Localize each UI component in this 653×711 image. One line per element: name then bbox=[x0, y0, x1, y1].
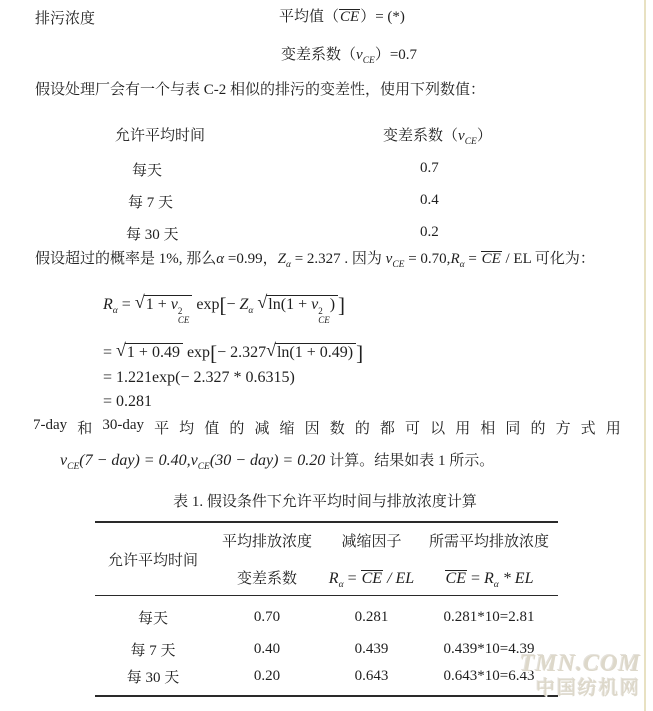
table-header-row bbox=[95, 522, 558, 596]
nu-subscript: CE bbox=[362, 56, 375, 66]
sqrt-symbol: √ bbox=[266, 340, 276, 360]
formula-paren: (− 2.327 * 0.6315) bbox=[175, 369, 295, 386]
justified-token: 因 bbox=[304, 421, 320, 437]
formula-text: 1.221exp bbox=[116, 369, 176, 386]
justified-token: 可 bbox=[405, 421, 421, 437]
table-1 bbox=[95, 521, 558, 697]
justified-token: 7-day bbox=[33, 417, 68, 433]
list-row-label: 每天 bbox=[132, 163, 163, 179]
cv-list bbox=[0, 122, 653, 247]
radical bbox=[266, 340, 356, 361]
equals-sign: = bbox=[103, 344, 117, 361]
right-bracket: ] bbox=[356, 341, 364, 365]
r-subscript: α bbox=[112, 306, 118, 316]
header-text: 允许平均时间 bbox=[107, 552, 198, 569]
list-header-cv-prefix: 变差系数（ bbox=[383, 128, 459, 144]
justified-token: 用 bbox=[605, 421, 621, 437]
sub: CE bbox=[318, 315, 330, 325]
r-symbol: R bbox=[450, 251, 460, 267]
header-cell-required bbox=[420, 522, 558, 596]
coefficient: − 2.327 bbox=[217, 344, 267, 361]
justified-token: 减 bbox=[254, 421, 270, 437]
alpha-symbol: α bbox=[216, 251, 225, 267]
exp-text: exp bbox=[196, 296, 220, 313]
right-bracket: ] bbox=[338, 293, 346, 317]
table-row bbox=[95, 596, 558, 635]
list-header-time: 允许平均时间 bbox=[115, 128, 206, 144]
list-row-label: 每 30 天 bbox=[126, 227, 179, 243]
cell-required: 0.281*10=2.81 bbox=[443, 608, 535, 625]
header-cell-cv bbox=[211, 522, 323, 596]
equals-sign: = bbox=[117, 296, 135, 313]
para4-text: 计算。结果如表 1 所示。 bbox=[329, 453, 495, 469]
cell-reduction: 0.439 bbox=[354, 640, 389, 657]
cv-suffix: ）=0.7 bbox=[374, 47, 418, 63]
nu-symbol: ν bbox=[60, 452, 68, 469]
list-header-cv bbox=[383, 124, 492, 145]
table-row bbox=[95, 634, 558, 664]
cv-prefix: 变差系数（ bbox=[281, 47, 357, 63]
cell-reduction: 0.281 bbox=[354, 608, 389, 625]
para2-text: = 0.70, bbox=[404, 251, 451, 267]
left-bracket: [ bbox=[210, 341, 218, 365]
sup-sub-stack bbox=[318, 307, 330, 325]
list-row-value: 0.4 bbox=[420, 192, 439, 208]
cell-reduction: 0.643 bbox=[323, 664, 420, 696]
justified-token: 值 bbox=[204, 421, 220, 437]
formula-line-1 bbox=[103, 293, 345, 325]
watermark-url: TMN.COM bbox=[519, 651, 641, 677]
z-subscript: α bbox=[285, 260, 291, 270]
sup: 2 bbox=[177, 306, 183, 316]
r-subscript: α bbox=[459, 260, 465, 270]
radicand-text: 1 + 0.49 bbox=[125, 343, 183, 362]
justified-token: 相 bbox=[480, 421, 496, 437]
justified-line bbox=[33, 417, 621, 438]
cv-line bbox=[281, 46, 417, 65]
justified-token: 的 bbox=[229, 421, 245, 437]
header-cell-reduction bbox=[323, 522, 420, 596]
cell-cv: 0.20 bbox=[211, 664, 323, 696]
sup-sub-stack bbox=[178, 307, 190, 325]
list-row-value: 0.7 bbox=[420, 160, 439, 176]
radicand-text: ) bbox=[329, 296, 336, 313]
sqrt-symbol: √ bbox=[116, 340, 126, 360]
para2-text: 假设超过的概率是 1%, 那么 bbox=[35, 251, 217, 267]
table-caption: 表 1. 假设条件下允许平均时间与排放浓度计算 bbox=[173, 494, 477, 510]
table-row bbox=[95, 664, 558, 696]
radical bbox=[134, 292, 193, 325]
ce-overline: CE bbox=[445, 570, 466, 587]
z-subscript: α bbox=[248, 306, 254, 316]
justified-token: 以 bbox=[430, 421, 446, 437]
justified-token: 都 bbox=[379, 421, 395, 437]
equals-sign: = bbox=[103, 369, 117, 386]
justified-token: 缩 bbox=[279, 421, 295, 437]
radical bbox=[257, 292, 338, 325]
paragraph-assumption: 假设处理厂会有一个与表 C-2 相似的排污的变差性，使用下列数值： bbox=[35, 82, 486, 98]
page-edge-line bbox=[644, 0, 646, 711]
exp-text: exp bbox=[186, 344, 211, 361]
ce-overline: CE bbox=[340, 9, 360, 25]
sqrt-symbol: √ bbox=[257, 292, 268, 312]
cell-time: 每 7 天 bbox=[130, 642, 176, 659]
para2-text: = 2.327 . 因为 bbox=[290, 251, 386, 267]
sup: 2 bbox=[318, 306, 323, 316]
formula-block bbox=[103, 293, 583, 418]
ce-overline: CE bbox=[481, 251, 501, 267]
header-text: 变差系数 bbox=[236, 571, 297, 587]
paragraph-result bbox=[60, 451, 494, 471]
justified-token: 数 bbox=[329, 421, 345, 437]
r-symbol: R bbox=[484, 570, 494, 587]
minus-sign: − bbox=[226, 296, 240, 313]
header-cell-time bbox=[95, 522, 211, 596]
nu-subscript: CE bbox=[464, 137, 477, 147]
nu-symbol: ν bbox=[385, 251, 393, 267]
cell-required: 0.643*10=6.43 bbox=[420, 664, 558, 696]
r-subscript: α bbox=[493, 580, 499, 590]
para2-text: = bbox=[464, 251, 481, 267]
nu-symbol: ν bbox=[311, 296, 319, 313]
cell-time: 每 30 天 bbox=[95, 664, 211, 696]
header-math bbox=[420, 570, 558, 588]
justified-token: 平 bbox=[154, 421, 170, 437]
section-label: 排污浓度 bbox=[35, 11, 96, 27]
formula-line-4 bbox=[103, 393, 152, 411]
justified-token: 用 bbox=[455, 421, 471, 437]
justified-token: 均 bbox=[179, 421, 195, 437]
nu-subscript: CE bbox=[67, 462, 80, 472]
radicand-text: 1 + bbox=[145, 296, 171, 313]
justified-token: 的 bbox=[354, 421, 370, 437]
r-subscript: α bbox=[338, 580, 344, 590]
formula-result: 0.281 bbox=[116, 393, 153, 410]
left-bracket: [ bbox=[219, 293, 227, 317]
justified-token: 同 bbox=[505, 421, 521, 437]
nu-symbol: ν bbox=[356, 47, 363, 63]
cell-required: 0.439*10=4.39 bbox=[443, 640, 535, 657]
math-text: / EL bbox=[383, 570, 415, 587]
equals-sign: = bbox=[103, 393, 117, 410]
math-text: (30 − day) = 0.20 bbox=[209, 452, 330, 469]
nu-symbol: ν bbox=[170, 296, 178, 313]
nu-subscript: CE bbox=[392, 260, 405, 270]
header-text: 所需平均排放浓度 bbox=[428, 534, 549, 550]
formula-line-3 bbox=[103, 369, 295, 387]
justified-token: 30-day bbox=[102, 417, 144, 433]
equals-sign: = bbox=[343, 570, 361, 587]
justified-token: 方 bbox=[555, 421, 571, 437]
equals-sign: = bbox=[466, 570, 485, 587]
justified-token: 式 bbox=[580, 421, 596, 437]
para2-el: / EL 可化为： bbox=[501, 251, 595, 267]
z-symbol: Z bbox=[277, 251, 286, 267]
paragraph-probability bbox=[35, 250, 640, 269]
r-symbol: R bbox=[328, 570, 339, 587]
nu-subscript: CE bbox=[197, 462, 210, 472]
math-text: * EL bbox=[498, 570, 534, 587]
mean-suffix: ）= (*) bbox=[360, 9, 405, 25]
r-symbol: R bbox=[103, 296, 113, 313]
header-text: 减缩因子 bbox=[341, 534, 402, 550]
formula-line-2 bbox=[103, 341, 363, 366]
nu-symbol: ν bbox=[458, 128, 465, 144]
list-header-cv-suffix: ） bbox=[476, 128, 492, 144]
cell-cv: 0.70 bbox=[253, 608, 281, 625]
math-text: (7 − day) = 0.40, bbox=[79, 452, 191, 469]
radicand-text: ln(1 + bbox=[268, 296, 312, 313]
watermark-site-name: 中国纺机网 bbox=[535, 678, 641, 699]
header-math bbox=[323, 570, 420, 588]
cell-time: 每天 bbox=[137, 610, 168, 627]
ce-overline: CE bbox=[361, 570, 383, 587]
list-row-value: 0.2 bbox=[420, 224, 439, 240]
justified-token: 的 bbox=[530, 421, 546, 437]
header-text: 平均排放浓度 bbox=[221, 534, 312, 550]
radicand-text: ln(1 + 0.49) bbox=[275, 343, 356, 362]
radical bbox=[116, 340, 183, 361]
mean-value-line bbox=[279, 8, 405, 27]
mean-prefix: 平均值（ bbox=[279, 9, 340, 25]
list-row-label: 每 7 天 bbox=[128, 195, 174, 211]
watermark bbox=[520, 652, 641, 698]
sqrt-symbol: √ bbox=[134, 292, 145, 312]
sub: CE bbox=[177, 315, 190, 325]
z-symbol: Z bbox=[239, 296, 249, 313]
para2-text: =0.99， bbox=[224, 251, 278, 267]
nu-symbol: ν bbox=[190, 452, 198, 469]
justified-token: 和 bbox=[77, 421, 93, 437]
cell-cv: 0.40 bbox=[253, 640, 281, 657]
